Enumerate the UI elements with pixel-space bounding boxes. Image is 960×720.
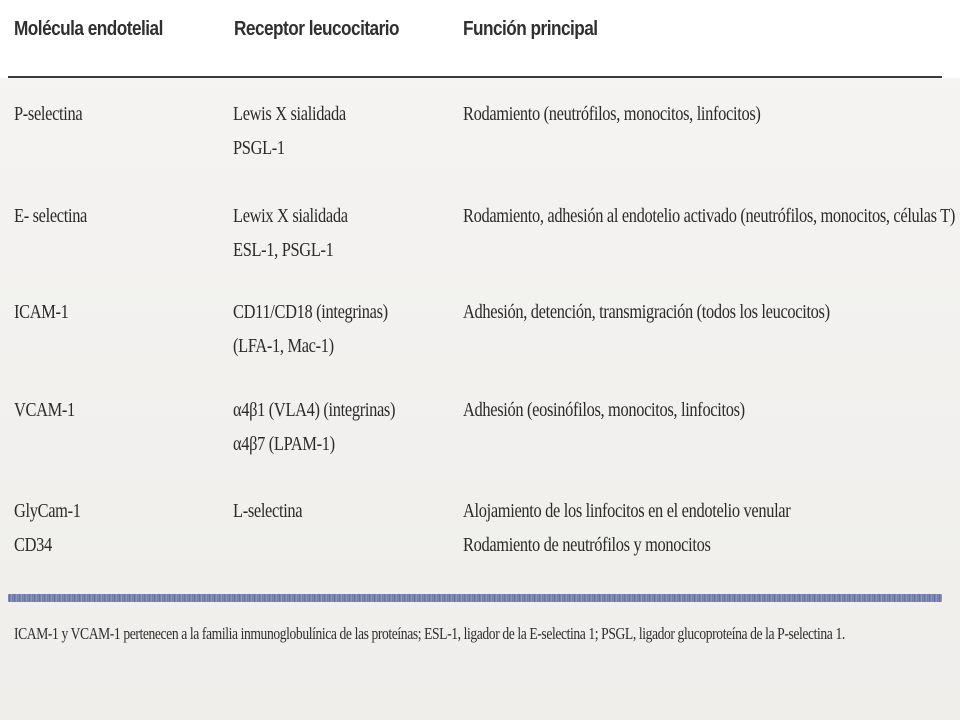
molecule-name: P-selectina [14,103,83,125]
receptor-line: (LFA-1, Mac-1) [233,335,334,357]
table-header [0,0,960,78]
function-line: Rodamiento de neutrófilos y monocitos [463,534,711,556]
molecule-cell [14,393,75,427]
molecule-cell [14,295,69,329]
molecule-cell [14,199,87,233]
receptor-line: CD11/CD18 (integrinas) [233,301,388,323]
receptor-cell [233,295,388,363]
receptor-line: α4β1 (VLA4) (integrinas) [233,399,396,421]
receptor-cell [233,393,395,461]
receptor-cell [233,494,302,528]
receptor-line: L-selectina [233,500,303,522]
molecule-cell [14,97,82,131]
function-cell [463,494,790,562]
molecule-name: ICAM-1 [14,301,69,323]
function-line: Rodamiento, adhesión al endotelio activado (neutrófilos, monocitos, células T) [463,205,955,227]
receptor-cell [233,199,348,267]
receptor-line: PSGL-1 [233,137,285,159]
header-molecula-endotelial: Molécula endotelial [14,18,163,40]
footer-divider [8,594,942,602]
function-line: Adhesión (eosinófilos, monocitos, linfocitos) [463,399,745,421]
function-cell [463,295,830,329]
molecule-cell [14,494,81,562]
receptor-line: ESL-1, PSGL-1 [233,239,334,261]
function-cell [463,199,955,233]
function-line: Adhesión, detención, transmigración (todos los leucocitos) [463,301,830,323]
molecule-name: E- selectina [14,205,88,227]
molecule-name: GlyCam-1 [14,500,81,522]
receptor-line: Lewis X sialidada [233,103,346,125]
receptor-cell [233,97,346,165]
function-line: Rodamiento (neutrófilos, monocitos, linfocitos) [463,103,761,125]
function-line: Alojamiento de los linfocitos en el endotelio venular [463,500,791,522]
molecule-name: CD34 [14,534,52,556]
function-cell [463,97,761,131]
molecule-name: VCAM-1 [14,399,75,421]
header-divider [8,76,942,78]
table-footnote: ICAM-1 y VCAM-1 pertenecen a la familia inmunoglobulínica de las proteínas; ESL-1, ligador de la E-selectina 1; PSGL, ligador glucoproteína de la P-selectina 1. [14,624,845,643]
header-receptor-leucocitario: Receptor leucocitario [234,18,400,40]
receptor-line: Lewix X sialidada [233,205,348,227]
function-cell [463,393,745,427]
receptor-line: α4β7 (LPAM-1) [233,433,335,455]
header-funcion-principal: Función principal [463,18,598,40]
